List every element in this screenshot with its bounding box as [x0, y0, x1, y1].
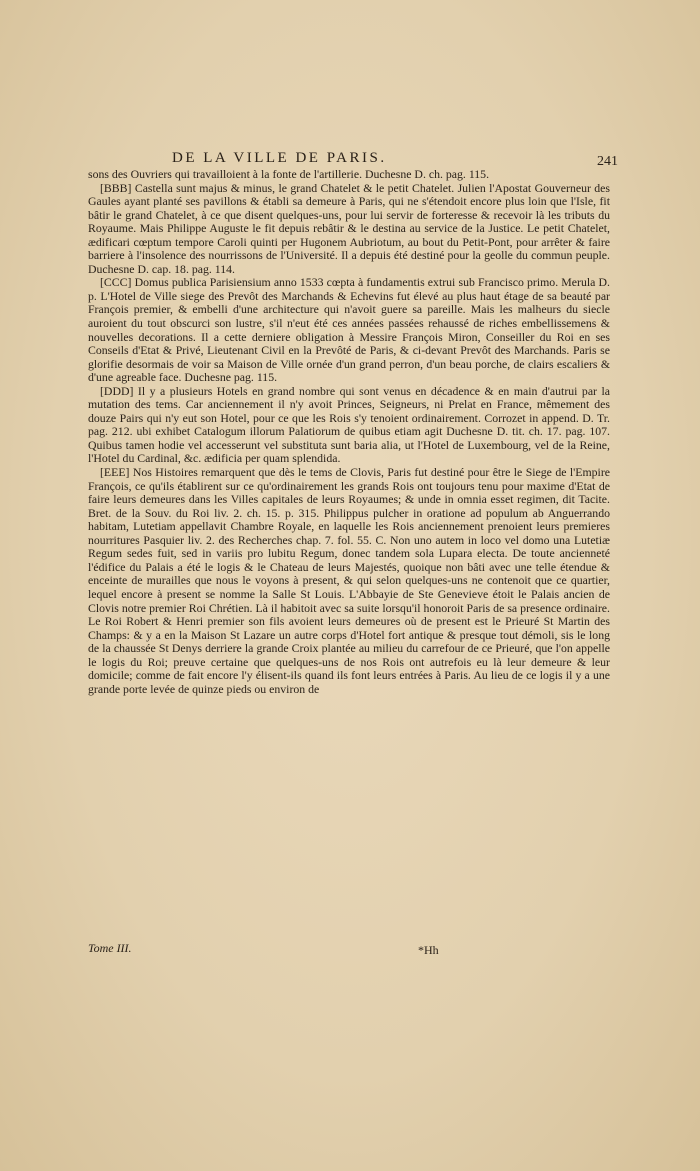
paragraph-bbb: [BBB] Castella sunt majus & minus, le grand Chatelet & le petit Chatelet. Julien l'Apostat Gouverneur des Gaules ayant planté ses pavillons & établi sa demeure à Paris, qui ne s'étendoit encore plus loin que l'Isle, fit bâtir le grand Chatelet, à ce que disent quelques-uns, pour lui servir de forteresse & recevoir là les tributs du Royaume. Mais Philippe Auguste le fit depuis rebâtir & le destina au service de la Justice. Le petit Chatelet, ædificari cœptum tempore Caroli quinti per Hugonem Aubriotum, au bout du Petit-Pont, pour arrêter & faire barriere à l'insolence des nourrissons de l'Université. Il a depuis été destiné pour la geolle du commun peuple. Duchesne D. cap. 18. pag. 114. [88, 180, 610, 276]
body-text [88, 168, 610, 696]
running-title: DE LA VILLE DE PARIS. [172, 150, 387, 166]
signature-mark: *Hh [418, 943, 439, 957]
page-footer [88, 941, 610, 957]
paragraph-ddd: [DDD] Il y a plusieurs Hotels en grand nombre qui sont venus en décadence & en main d'autrui par la mutation des tems. Car anciennement il n'y avoit Princes, Seigneurs, ni Prelat en France, mêmement des douze Pairs qui n'y eut son Hotel, pour ce que les Rois s'y tenoient ordinairement. Corrozet in append. D. Tr. pag. 212. ubi exhibet Catalogum illorum Palatiorum de quibus etiam agit Duchesne D. tit. ch. 17. pag. 107. Quibus tamen hodie vel accesserunt vel substituta sunt baria alia, ut l'Hotel de Luxembourg, vel de la Reine, l'Hotel du Cardinal, &c. ædificia per quam splendida. [88, 383, 610, 466]
paragraph-continuation: sons des Ouvriers qui travailloient à la fonte de l'artillerie. Duchesne D. ch. pag. 115. [88, 167, 490, 181]
paragraph-ccc: [CCC] Domus publica Parisiensium anno 1533 cœpta à fundamentis extrui sub Francisco primo. Merula D. p. L'Hotel de Ville siege des Prevôt des Marchands & Echevins fut élevé au plus haut étage de sa beauté par François premier, & embelli d'une architecture qui n'avoit guere sa pareille. Mais les malheurs du siecle auroient du tout obscurci son lustre, s'il n'eut été ces années passées rehaussé de riches embellissemens & nouvelles decorations. Il a cette derniere obligation à Messire François Miron, Conseiller du Roi en ses Conseils d'Etat & Privé, Lieutenant Civil en la Prevôté de Paris, & ci-devant Prevôt des Marchands. Paris se glorifie desormais de voir sa Maison de Ville ornée d'un grand perron, d'un beau porche, de clairs escaliers & d'une agreable face. Duchesne pag. 115. [88, 275, 610, 385]
page-number: 241 [597, 154, 618, 169]
paragraph-eee: [EEE] Nos Histoires remarquent que dès le tems de Clovis, Paris fut destiné pour être le Siege de l'Empire François, ce qu'ils établirent sur ce qu'ordinairement les grands Rois ont toujours tenu pour maxime d'Etat de faire leurs demeures dans les Villes capitales de leurs Royaumes; & unde in omnia esset regimen, dit Tacite. Bret. de la Souv. du Roi liv. 2. ch. 15. p. 315. Philippus pulcher in oratione ad populum ab Anguerrando habitam, Lutetiam appellavit Chambre Royale, en laquelle les Rois anciennement prenoient leurs premieres nourritures Pasquier liv. 2. des Recherches chap. 7. fol. 55. C. Non uno autem in loco vel domo una Lutetiæ Regum sedes fuit, sed in variis pro lubitu Regum, donec tandem sola Lupara electa. De toute ancienneté l'édifice du Palais a été le logis & le Chateau de leurs Majestés, quoique non bâti avec une telle étendue & enceinte de murailles que nous le voyons à present, & qui selon quelques-uns ne contenoit que ce quartier, lequel encore à present se nomme la Salle St Louis. L'Abbayie de Ste Genevieve étoit le Palais ancien de Clovis notre premier Roi Chrétien. Là il habitoit avec sa suite lorsqu'il honoroit Paris de sa presence ordinaire. Le Roi Robert & Henri premier son fils avoient leurs demeures où de present est le Prieuré St Martin des Champs: & y a en la Maison St Lazare un autre corps d'Hotel fort antique & presque tout démoli, sis le long de la chaussée St Denys derriere la grande Croix plantée au milieu du carrefour de ce Prieuré, que l'on appelle le logis du Roi; preuve certaine que quelques-uns de nos Rois ont autrefois eu là leur demeure & leur domicile; comme de fait encore l'y élisent-ils quand ils font leurs entrées à Paris. Au lieu de ce logis il y a une grande porte levée de quinze pieds ou environ de [88, 465, 610, 696]
volume-label: Tome III. [88, 941, 132, 955]
